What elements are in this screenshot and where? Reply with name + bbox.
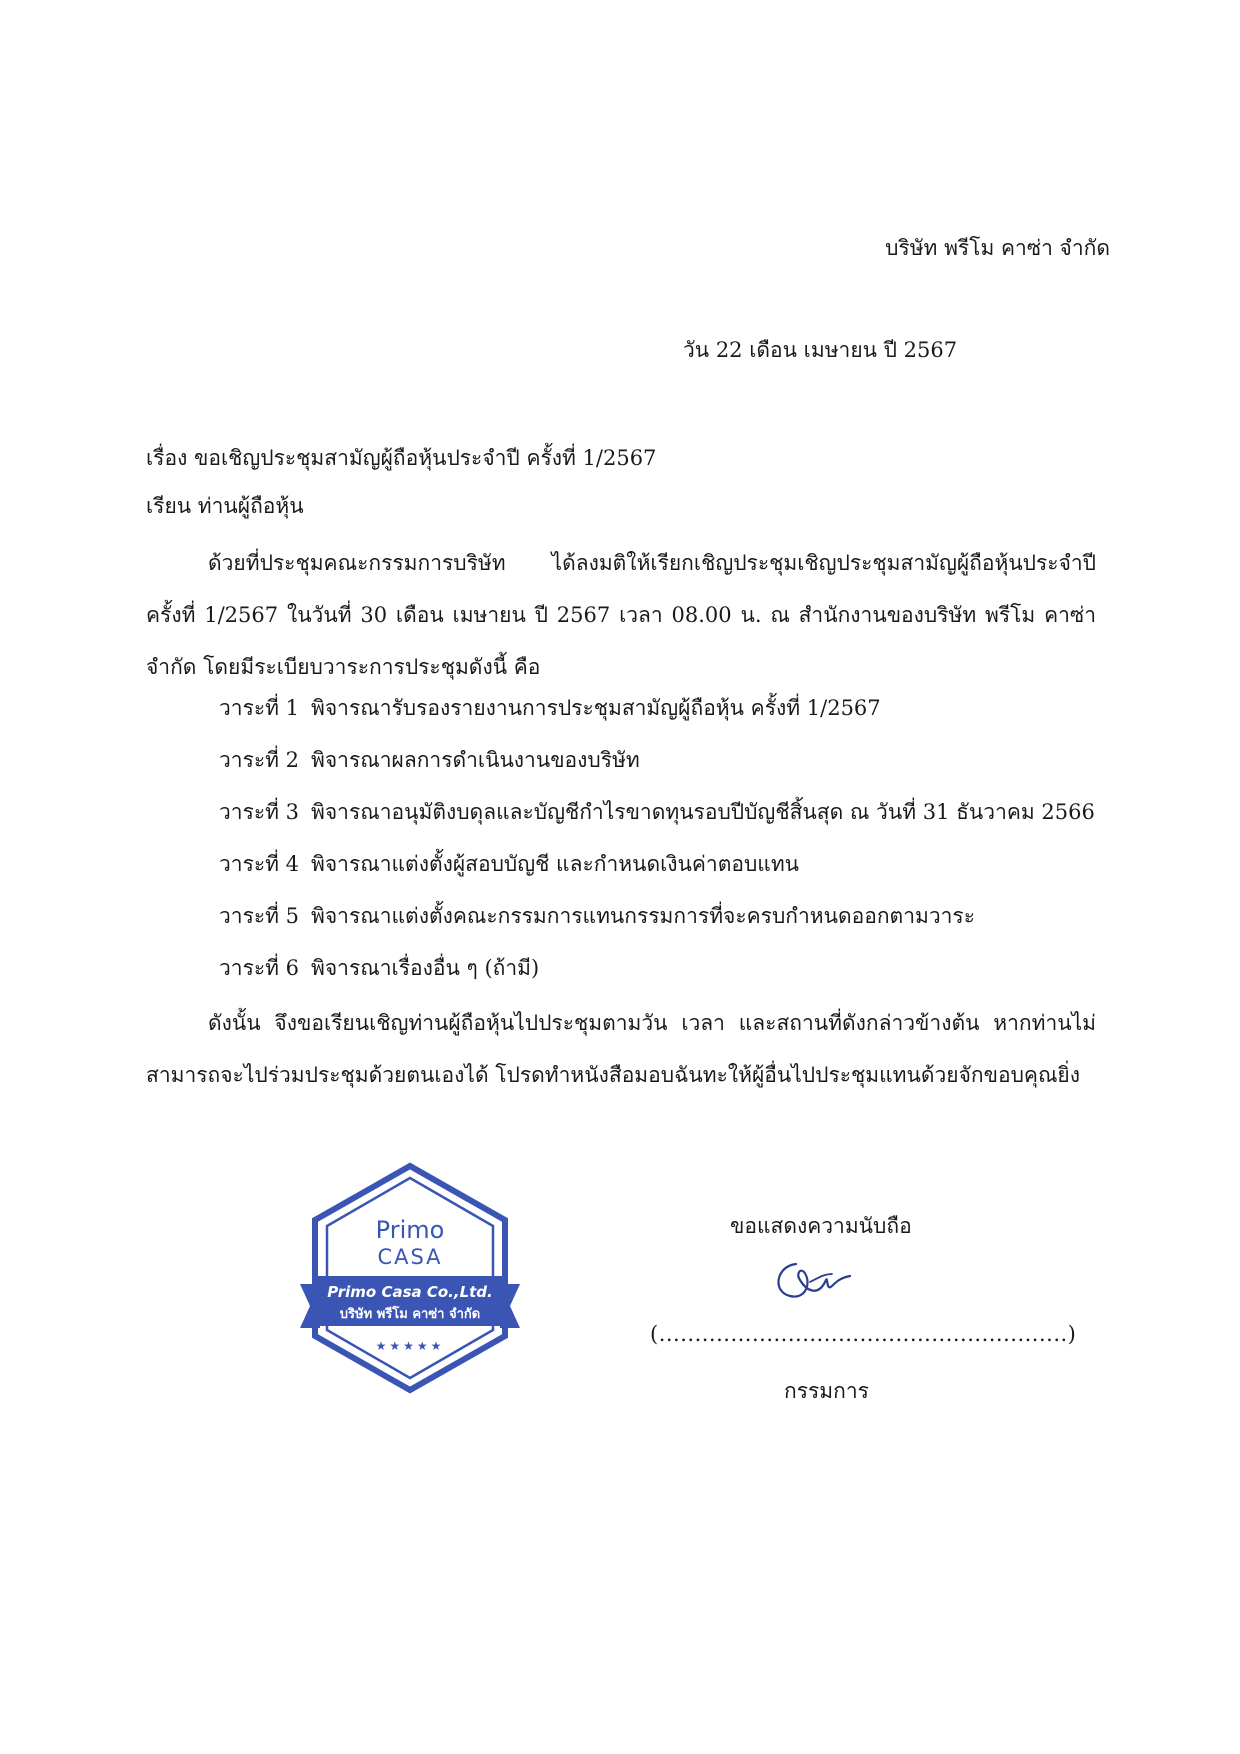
closing-paragraph: ดังนั้น จึงขอเรียนเชิญท่านผู้ถือหุ้นไปประชุมตามวัน เวลา และสถานที่ดังกล่าวข้างต้น หากท่านไม่สามารถจะไปร่วมประชุมด้วยตนเองได้ โปรดทำหนังสือมอบฉันทะให้ผู้อื่นไปประชุมแทนด้วยจักขอบคุณยิ่ง [146,1011,1096,1087]
agenda-text: พิจารณาแต่งตั้งคณะกรรมการแทนกรรมการที่จะครบกำหนดออกตามวาระ [311,904,975,928]
agenda-text: พิจารณารับรองรายงานการประชุมสามัญผู้ถือหุ้น ครั้งที่ 1/2567 [311,696,881,720]
agenda-list [219,688,1095,1000]
handwritten-signature [766,1252,856,1312]
signature-block [630,1210,1077,1410]
company-seal [300,1158,520,1398]
agenda-item [219,948,1095,1000]
seal-word-casa: CASA [377,1245,443,1269]
agenda-number: วาระที่ 1 [219,696,300,720]
seal-ribbon-thai: บริษัท พรีโม คาซ่า จำกัด [339,1307,481,1322]
agenda-item [219,896,1095,948]
agenda-number: วาระที่ 2 [219,748,300,772]
agenda-item [219,740,1095,792]
agenda-text: พิจารณาเรื่องอื่น ๆ (ถ้ามี) [311,956,540,980]
seal-stars: ★★★★★ [375,1339,445,1353]
agenda-text: พิจารณาแต่งตั้งผู้สอบบัญชี และกำหนดเงินค่าตอบแทน [311,852,800,876]
agenda-item [219,792,1095,844]
agenda-number: วาระที่ 6 [219,956,300,980]
agenda-number: วาระที่ 4 [219,852,300,876]
letter-date: วัน 22 เดือน เมษายน ปี 2567 [683,338,958,362]
closing-phrase: ขอแสดงความนับถือ [730,1214,912,1238]
agenda-text: พิจารณาผลการดำเนินงานของบริษัท [311,748,640,772]
seal-word-primo: Primo [375,1216,445,1244]
company-name: บริษัท พรีโม คาซ่า จำกัด [885,236,1110,260]
agenda-item [219,844,1095,896]
intro-paragraph: ด้วยที่ประชุมคณะกรรมการบริษัท ได้ลงมติให้เรียกเชิญประชุมเชิญประชุมสามัญผู้ถือหุ้นประจำปี ครั้งที่ 1/2567 ในวันที่ 30 เดือน เมษายน ปี 2567 เวลา 08.00 น. ณ สำนักงานของบริษัท พรีโม คาซ่า จำกัด โดยมีระเบียบวาระการประชุมดังนี้ คือ [146,551,1096,679]
letter-subject: เรื่อง ขอเชิญประชุมสามัญผู้ถือหุ้นประจำปี ครั้งที่ 1/2567 [146,446,657,470]
seal-ribbon-english: Primo Casa Co.,Ltd. [327,1283,493,1301]
agenda-item [219,688,1095,740]
agenda-text: พิจารณาอนุมัติงบดุลและบัญชีกำไรขาดทุนรอบปีบัญชีสิ้นสุด ณ วันที่ 31 ธันวาคม 2566 [311,800,1095,824]
signature-line: (.........................................................) [650,1322,1077,1346]
signer-title: กรรมการ [784,1379,869,1403]
agenda-number: วาระที่ 3 [219,800,300,824]
agenda-number: วาระที่ 5 [219,904,300,928]
letter-salutation: เรียน ท่านผู้ถือหุ้น [146,494,304,518]
